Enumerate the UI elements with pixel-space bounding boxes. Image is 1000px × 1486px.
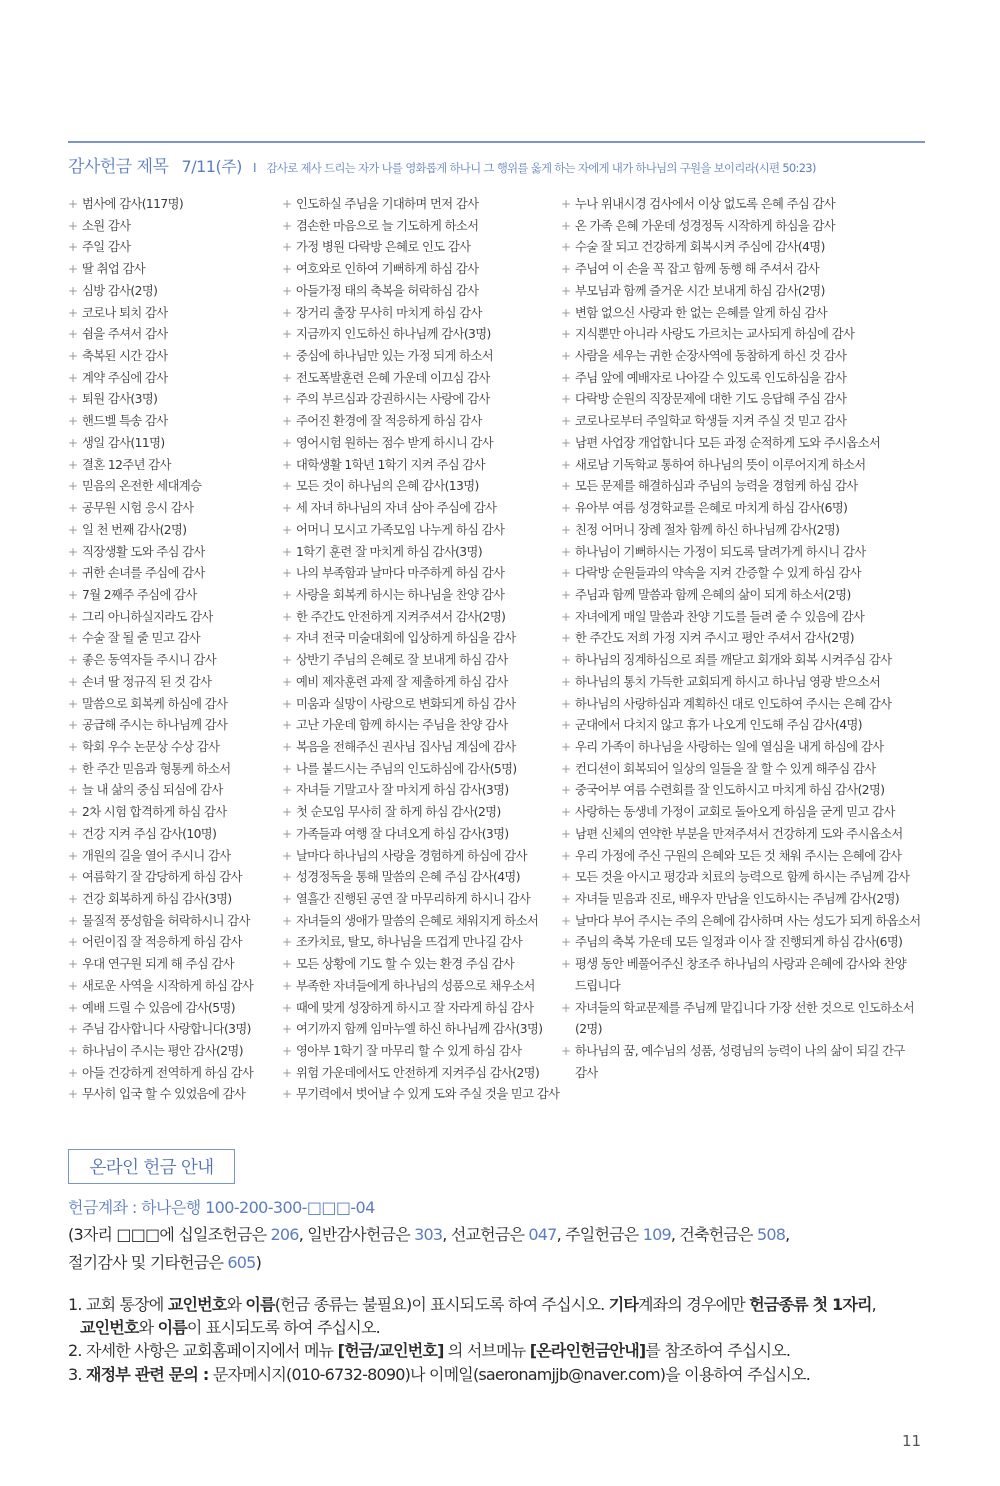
bible-verse: 감사로 제사 드리는 자가 나를 영화롭게 하나니 그 행위를 옳게 하는 자에게 내가 하나님의 구원을 보이리라(시편 50:23)	[266, 162, 816, 175]
thanks-item: + 때에 맞게 성장하게 하시고 잘 자라게 하심 감사	[282, 998, 557, 1020]
note-bold: 재정부 관련 문의 :	[85, 1365, 209, 1384]
thanks-item: + 평생 동안 베풀어주신 창조주 하나님의 사랑과 은혜에 감사와 찬양	[561, 954, 931, 976]
note-bold: 이름	[245, 1295, 275, 1314]
thanks-item: + 주님과 함께 말씀과 함께 은혜의 삶이 되게 하소서(2명)	[561, 585, 931, 607]
thanks-item: + 딸 취업 감사	[68, 259, 274, 281]
top-rule	[68, 141, 925, 143]
thanks-item: 감사	[575, 1065, 598, 1080]
thanks-item: + 핸드벨 특송 감사	[68, 411, 274, 433]
thanks-item: + 믿음의 온전한 세대계승	[68, 476, 274, 498]
thanks-item: + 여호와로 인하여 기뻐하게 하심 감사	[282, 259, 557, 281]
note-text: 를 참조하여 주십시오.	[645, 1341, 791, 1360]
note-3	[68, 1362, 810, 1385]
thanks-item: + 건강 회복하게 하심 감사(3명)	[68, 889, 274, 911]
thanks-item: (2명)	[575, 1022, 602, 1037]
thanks-item: + 심방 감사(2명)	[68, 281, 274, 303]
thanks-item: + 주님 감사합니다 사랑합니다(3명)	[68, 1019, 274, 1041]
thanks-item: + 범사에 감사(117명)	[68, 194, 274, 216]
thanks-item: + 결혼 12주년 감사	[68, 455, 274, 477]
thanks-item: + 장거리 출장 무사히 마치게 하심 감사	[282, 303, 557, 325]
thanks-item: + 수술 잘 될 줄 믿고 감사	[68, 628, 274, 650]
thanks-item: + 부족한 자녀들에게 하나님의 성품으로 채우소서	[282, 976, 557, 998]
thanks-item: + 말씀으로 회복케 하심에 감사	[68, 694, 274, 716]
thanks-item: + 중심에 하나님만 있는 가정 되게 하소서	[282, 346, 557, 368]
thanks-item: + 미움과 실망이 사랑으로 변화되게 하심 감사	[282, 694, 557, 716]
thanks-item: + 유아부 여름 성경학교를 은혜로 마치게 하심 감사(6명)	[561, 498, 931, 520]
note-2	[68, 1338, 790, 1361]
thanks-item: + 공급해 주시는 하나님께 감사	[68, 715, 274, 737]
thanks-item: + 조카치료, 탈모, 하나님을 뜨겁게 만나길 감사	[282, 932, 557, 954]
thanks-item: + 가정 병원 다락방 은혜로 인도 감사	[282, 237, 557, 259]
thanks-item: + 다락방 순원의 직장문제에 대한 기도 응답해 주심 감사	[561, 389, 931, 411]
offering-codes-line-1	[68, 1222, 789, 1245]
thanks-item: + 변함 없으신 사랑과 한 없는 은혜를 알게 하심 감사	[561, 303, 931, 325]
thanks-item: + 남편 사업장 개업합니다 모든 과정 순적하게 도와 주시옵소서	[561, 433, 931, 455]
thanks-item: + 아들 건강하게 전역하게 하심 감사	[68, 1063, 274, 1085]
thanks-item: + 모든 상황에 기도 할 수 있는 환경 주심 감사	[282, 954, 557, 976]
thanks-item: + 컨디션이 회복되어 일상의 일들을 잘 할 수 있게 해주심 감사	[561, 759, 931, 781]
online-offering-title-box	[68, 1149, 235, 1184]
thanks-item: + 나의 부족함과 날마다 마주하게 하심 감사	[282, 563, 557, 585]
thanks-item: + 영어시험 원하는 점수 받게 하시니 감사	[282, 433, 557, 455]
thanks-item: + 지식뿐만 아니라 사랑도 가르치는 교사되게 하심에 감사	[561, 324, 931, 346]
note-bold: [온라인헌금안내]	[529, 1341, 646, 1360]
thanks-item: + 주님여 이 손을 꼭 잡고 함께 동행 해 주셔서 감사	[561, 259, 931, 281]
thanks-item: + 남편 신체의 연약한 부분을 만져주셔서 건강하게 도와 주시옵소서	[561, 824, 931, 846]
building-code: 508	[756, 1225, 786, 1244]
note-bold: 이름	[157, 1318, 187, 1337]
thanks-item: + 건강 지켜 주심 감사(10명)	[68, 824, 274, 846]
other-code: 605	[227, 1253, 256, 1272]
note-bold: 교인번호	[167, 1295, 227, 1314]
note-bold: 헌금종류 첫 1자리	[749, 1295, 872, 1314]
thanks-item: + 공무원 시험 응시 감사	[68, 498, 274, 520]
thanks-item: + 코로나 퇴치 감사	[68, 303, 274, 325]
note-text: (헌금 종류는 불필요)이 표시되도록 하여 주십시오.	[274, 1295, 609, 1314]
thanks-item: + 주님의 축복 가운데 모든 일정과 이사 잘 진행되게 하심 감사(6명)	[561, 932, 931, 954]
thanks-item: + 온 가족 은혜 가운데 성경정독 시작하게 하심을 감사	[561, 216, 931, 238]
thanks-item: + 주일 감사	[68, 237, 274, 259]
thanks-item: + 소원 감사	[68, 216, 274, 238]
thanks-item: + 세 자녀 하나님의 자녀 삼아 주심에 감사	[282, 498, 557, 520]
codes-text: , 건축헌금은	[670, 1225, 757, 1244]
note-text: 1. 교회 통장에	[68, 1295, 168, 1314]
thanks-item: + 모든 것이 하나님의 은혜 감사(13명)	[282, 476, 557, 498]
thanks-item: + 쉼을 주셔서 감사	[68, 324, 274, 346]
thanks-item: + 복음을 전해주신 권사님 집사님 계심에 감사	[282, 737, 557, 759]
thanks-item: + 직장생활 도와 주심 감사	[68, 542, 274, 564]
thanks-item: + 손녀 딸 정규직 된 것 감사	[68, 672, 274, 694]
thanks-item: + 귀한 손녀를 주심에 감사	[68, 563, 274, 585]
thanks-item: + 주의 부르심과 강권하시는 사랑에 감사	[282, 389, 557, 411]
thanks-item: + 무사히 입국 할 수 있었음에 감사	[68, 1084, 274, 1106]
thanks-item: + 자녀들의 생애가 말씀의 은혜로 채워지게 하소서	[282, 911, 557, 933]
thanks-list-column-2	[282, 194, 560, 1106]
thanks-item: + 모든 것을 아시고 평강과 치료의 능력으로 함께 하시는 주님께 감사	[561, 867, 931, 889]
thanks-item: + 여기까지 함께 임마누엘 하신 하나님께 감사(3명)	[282, 1019, 557, 1041]
thanks-item: + 하나님의 꿈, 예수님의 성품, 성령님의 능력이 나의 삶이 되길 간구	[561, 1041, 931, 1063]
thanks-item: + 하나님이 기뻐하시는 가정이 되도록 달려가게 하시니 감사	[561, 542, 931, 564]
thanks-item: + 어머니 모시고 가족모임 나누게 하심 감사	[282, 520, 557, 542]
note-bold: 교인번호	[80, 1318, 139, 1337]
sunday-code: 109	[642, 1225, 671, 1244]
thanks-item: + 새로남 기독학교 통하여 하나님의 뜻이 이루어지게 하소서	[561, 455, 931, 477]
thanks-item: + 물질적 풍성함을 허락하시니 감사	[68, 911, 274, 933]
note-text: 2. 자세한 사항은 교회홈페이지에서 메뉴	[68, 1341, 338, 1360]
codes-text: ,	[785, 1225, 790, 1244]
section-header	[68, 152, 928, 177]
thanks-item: + 무기력에서 벗어날 수 있게 도와 주실 것을 믿고 감사	[282, 1084, 557, 1106]
thanks-item: + 한 주간도 안전하게 지켜주셔서 감사(2명)	[282, 607, 557, 629]
thanks-item: + 퇴원 감사(3명)	[68, 389, 274, 411]
thanks-code: 303	[414, 1225, 443, 1244]
note-text: 와	[138, 1318, 158, 1337]
thanks-item: + 우대 연구원 되게 해 주심 감사	[68, 954, 274, 976]
thanks-item: + 하나님의 사랑하심과 계획하신 대로 인도하여 주시는 은혜 감사	[561, 694, 931, 716]
note-bold: [헌금/교인번호]	[337, 1341, 444, 1360]
thanks-item: + 아들가정 태의 축복을 허락하심 감사	[282, 281, 557, 303]
mission-code: 047	[528, 1225, 557, 1244]
thanks-item: + 중국어부 여름 수련회를 잘 인도하시고 마치게 하심 감사(2명)	[561, 780, 931, 802]
thanks-item: + 친정 어머니 장례 절차 함께 하신 하나님께 감사(2명)	[561, 520, 931, 542]
thanks-item: + 겸손한 마음으로 늘 기도하게 하소서	[282, 216, 557, 238]
thanks-item: + 날마다 부어 주시는 주의 은혜에 감사하며 사는 성도가 되게 하옵소서	[561, 911, 931, 933]
thanks-item: + 상반기 주님의 은혜로 잘 보내게 하심 감사	[282, 650, 557, 672]
thanks-item: + 첫 순모임 무사히 잘 하게 하심 감사(2명)	[282, 802, 557, 824]
codes-text: , 선교헌금은	[442, 1225, 529, 1244]
thanks-item: + 성경정독을 통해 말씀의 은혜 주심 감사(4명)	[282, 867, 557, 889]
thanks-item: + 일 천 번째 감사(2명)	[68, 520, 274, 542]
note-text: 와	[226, 1295, 246, 1314]
thanks-item: 드립니다	[575, 978, 621, 993]
thanks-item: + 한 주간 믿음과 형통케 하소서	[68, 759, 274, 781]
thanks-list-column-3	[561, 194, 931, 1084]
online-offering-title: 온라인 헌금 안내	[89, 1158, 214, 1178]
thanks-item: + 영아부 1학기 잘 마무리 할 수 있게 하심 감사	[282, 1041, 557, 1063]
thanks-item: + 자녀 전국 미술대회에 입상하게 하심을 감사	[282, 628, 557, 650]
thanks-item: + 하나님의 징계하심으로 죄를 깨닫고 회개와 회복 시켜주심 감사	[561, 650, 931, 672]
note-bold: 기타	[608, 1295, 639, 1314]
section-title: 감사헌금 제목	[68, 157, 169, 177]
thanks-item: + 자녀들의 학교문제를 주님께 맡깁니다 가장 선한 것으로 인도하소서	[561, 998, 931, 1020]
note-text: 3.	[68, 1365, 86, 1384]
thanks-item: + 대학생활 1학년 1학기 지켜 주심 감사	[282, 455, 557, 477]
thanks-item: + 늘 내 삶의 중심 되심에 감사	[68, 780, 274, 802]
thanks-item: + 1학기 훈련 잘 마치게 하심 감사(3명)	[282, 542, 557, 564]
thanks-item: + 계약 주심에 감사	[68, 368, 274, 390]
thanks-item: + 주어진 환경에 잘 적응하게 하심 감사	[282, 411, 557, 433]
thanks-item: + 코로나로부터 주일학교 학생들 지켜 주실 것 믿고 감사	[561, 411, 931, 433]
thanks-item: + 부모님과 함께 즐거운 시간 보내게 하심 감사(2명)	[561, 281, 931, 303]
note-text: 의 서브메뉴	[443, 1341, 530, 1360]
codes-text: 절기감사 및 기타헌금은	[68, 1253, 228, 1272]
thanks-item: + 인도하실 주님을 기대하며 먼저 감사	[282, 194, 557, 216]
note-text: 계좌의 경우에만	[638, 1295, 750, 1314]
thanks-item: + 날마다 하나님의 사랑을 경험하게 하심에 감사	[282, 846, 557, 868]
codes-text: (3자리 □□□에 십일조헌금은	[68, 1225, 271, 1244]
thanks-item: + 가족들과 여행 잘 다녀오게 하심 감사(3명)	[282, 824, 557, 846]
tithe-code: 206	[270, 1225, 299, 1244]
codes-text: , 주일헌금은	[556, 1225, 643, 1244]
thanks-item: + 사람을 세우는 귀한 순장사역에 동참하게 하신 것 감사	[561, 346, 931, 368]
thanks-item: + 좋은 동역자들 주시니 감사	[68, 650, 274, 672]
page-number: 11	[902, 1432, 922, 1450]
thanks-item: + 주님 앞에 예배자로 나아갈 수 있도록 인도하심을 감사	[561, 368, 931, 390]
offering-codes-line-2	[68, 1250, 261, 1273]
thanks-item: + 전도폭발훈련 은혜 가운데 이끄심 감사	[282, 368, 557, 390]
thanks-item: + 여름학기 잘 감당하게 하심 감사	[68, 867, 274, 889]
codes-text: )	[255, 1253, 262, 1272]
thanks-item: + 예배 드릴 수 있음에 감사(5명)	[68, 998, 274, 1020]
note-text: ,	[871, 1295, 876, 1314]
thanks-item: + 우리 가족이 하나님을 사랑하는 일에 열심을 내게 하심에 감사	[561, 737, 931, 759]
thanks-item: + 열흘간 진행된 공연 잘 마무리하게 하시니 감사	[282, 889, 557, 911]
thanks-item: + 하나님이 주시는 평안 감사(2명)	[68, 1041, 274, 1063]
thanks-item: + 2차 시험 합격하게 하심 감사	[68, 802, 274, 824]
thanks-item: + 지금까지 인도하신 하나님께 감사(3명)	[282, 324, 557, 346]
thanks-item: + 생일 감사(11명)	[68, 433, 274, 455]
thanks-item: + 그리 아니하실지라도 감사	[68, 607, 274, 629]
note-1-continued	[80, 1315, 380, 1338]
thanks-item: + 자녀에게 매일 말씀과 찬양 기도를 들려 줄 수 있음에 감사	[561, 607, 931, 629]
header-separator: I	[253, 161, 257, 175]
thanks-item: + 하나님의 통치 가득한 교회되게 하시고 하나님 영광 받으소서	[561, 672, 931, 694]
thanks-item: + 수술 잘 되고 건강하게 회복시켜 주심에 감사(4명)	[561, 237, 931, 259]
thanks-item: + 축복된 시간 감사	[68, 346, 274, 368]
thanks-item: + 사랑하는 동생네 가정이 교회로 돌아오게 하심을 굳게 믿고 감사	[561, 802, 931, 824]
thanks-item: + 위험 가운데에서도 안전하게 지켜주심 감사(2명)	[282, 1063, 557, 1085]
note-text: 문자메시지(010-6732-8090)나 이메일(saeronamjjb@naver.com)을 이용하여 주십시오.	[208, 1365, 811, 1384]
thanks-item: + 예비 제자훈련 과제 잘 제출하게 하심 감사	[282, 672, 557, 694]
thanks-item: + 자녀들 기말고사 잘 마치게 하심 감사(3명)	[282, 780, 557, 802]
thanks-item: + 7월 2째주 주심에 감사	[68, 585, 274, 607]
thanks-item: + 어린이집 잘 적응하게 하심 감사	[68, 932, 274, 954]
thanks-item: + 모든 문제를 해결하심과 주님의 능력을 경험케 하심 감사	[561, 476, 931, 498]
thanks-item: + 누나 위내시경 검사에서 이상 없도록 은혜 주심 감사	[561, 194, 931, 216]
thanks-item: + 고난 가운데 함께 하시는 주님을 찬양 감사	[282, 715, 557, 737]
section-date: 7/11(주)	[181, 157, 242, 176]
thanks-list-column-1	[68, 194, 274, 1106]
thanks-item: + 학회 우수 논문상 수상 감사	[68, 737, 274, 759]
thanks-item: + 군대에서 다치지 않고 휴가 나오게 인도해 주심 감사(4명)	[561, 715, 931, 737]
thanks-item: + 한 주간도 저희 가정 지켜 주시고 평안 주셔서 감사(2명)	[561, 628, 931, 650]
thanks-item: + 나를 붙드시는 주님의 인도하심에 감사(5명)	[282, 759, 557, 781]
thanks-item: + 사랑을 회복케 하시는 하나님을 찬양 감사	[282, 585, 557, 607]
thanks-item: + 우리 가정에 주신 구원의 은혜와 모든 것 채워 주시는 은혜에 감사	[561, 846, 931, 868]
thanks-item: + 개원의 길을 열어 주시니 감사	[68, 846, 274, 868]
codes-text: , 일반감사헌금은	[298, 1225, 415, 1244]
note-text: 이 표시되도록 하여 주십시오.	[186, 1318, 380, 1337]
thanks-item: + 다락방 순원들과의 약속을 지켜 간증할 수 있게 하심 감사	[561, 563, 931, 585]
thanks-item: + 자녀들 믿음과 진로, 배우자 만남을 인도하시는 주님께 감사(2명)	[561, 889, 931, 911]
note-1	[68, 1292, 876, 1315]
account-info: 헌금계좌 : 하나은행 100-200-300-□□□-04	[68, 1198, 375, 1217]
thanks-item: + 새로운 사역을 시작하게 하심 감사	[68, 976, 274, 998]
